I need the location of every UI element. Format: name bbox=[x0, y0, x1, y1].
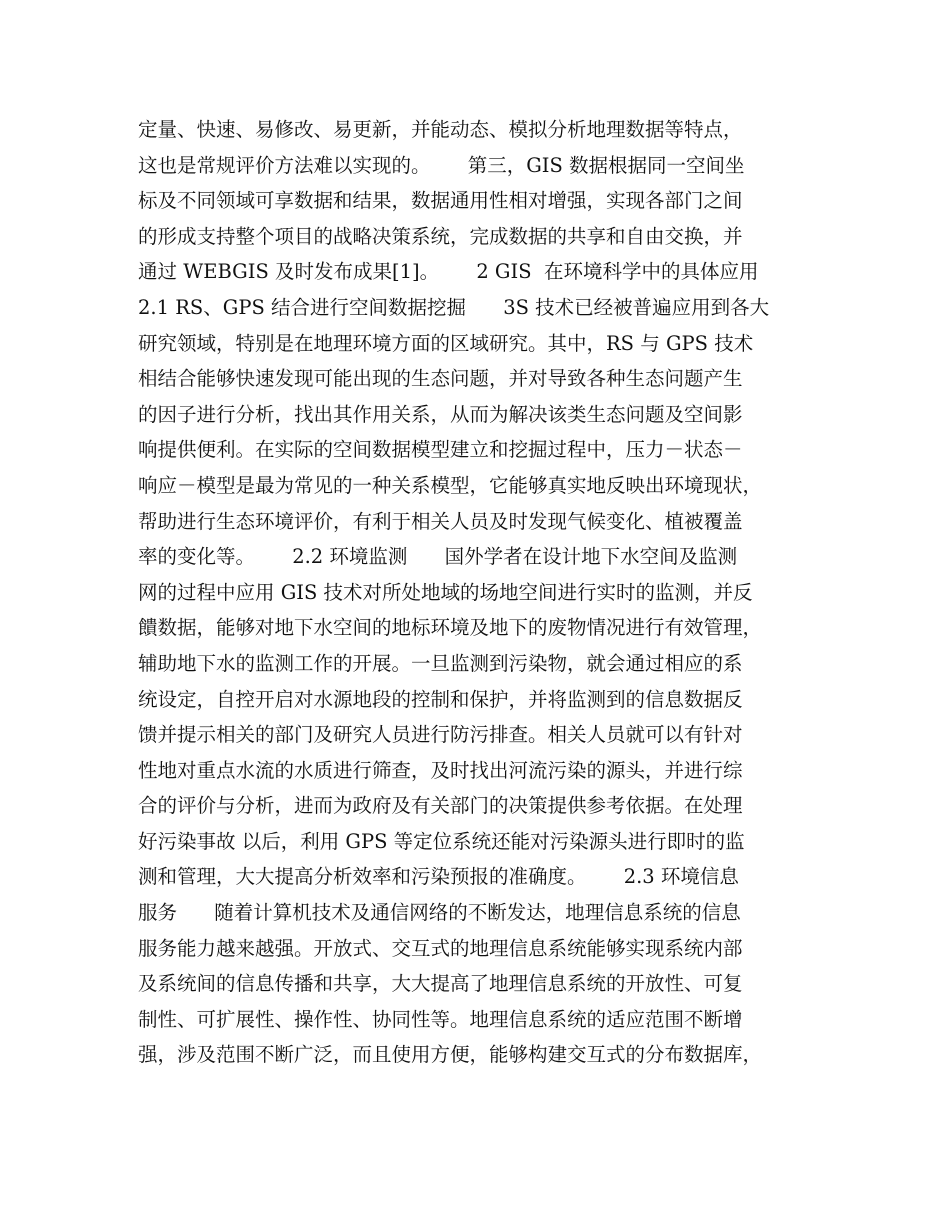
text-line: 响应－模型是最为常见的一种关系模型，它能够真实地反映出环境现状， bbox=[138, 473, 763, 497]
text-line: 研究领域，特别是在地理环境方面的区域研究。其中，RS 与 GPS 技术 bbox=[138, 331, 754, 355]
text-line: 测和管理，大大提高分析效率和污染预报的准确度。 2.3 环境信息 bbox=[138, 865, 739, 889]
text-line: 服务 随着计算机技术及通信网络的不断发达，地理信息系统的信息 bbox=[138, 901, 741, 925]
text-line: 的因子进行分析，找出其作用关系，从而为解决该类生态问题及空间影 bbox=[138, 402, 743, 426]
text-line: 相结合能够快速发现可能出现的生态问题，并对导致各种生态问题产生 bbox=[138, 367, 743, 391]
text-line: 这也是常规评价方法难以实现的。 第三，GIS 数据根据同一空间坐 bbox=[138, 153, 745, 177]
text-line: 的形成支持整个项目的战略决策系统，完成数据的共享和自由交换，并 bbox=[138, 224, 743, 248]
text-line: 标及不同领域可享数据和结果，数据通用性相对增强，实现各部门之间 bbox=[138, 189, 743, 213]
text-line: 服务能力越来越强。开放式、交互式的地理信息系统能够实现系统内部 bbox=[138, 936, 743, 960]
text-line: 性地对重点水流的水质进行筛查，及时找出河流污染的源头，并进行综 bbox=[138, 758, 743, 782]
text-line: 统设定，自控开启对水源地段的控制和保护，并将监测到的信息数据反 bbox=[138, 687, 743, 711]
text-line: 帮助进行生态环境评价，有利于相关人员及时发现气候变化、植被覆盖 bbox=[138, 509, 743, 533]
text-line: 辅助地下水的监测工作的开展。一旦监测到污染物，就会通过相应的系 bbox=[138, 651, 743, 675]
text-line: 制性、可扩展性、操作性、协同性等。地理信息系统的适应范围不断增 bbox=[138, 1007, 743, 1031]
text-line: 合的评价与分析，进而为政府及有关部门的决策提供参考依据。在处理 bbox=[138, 794, 743, 818]
text-line: 率的变化等。 2.2 环境监测 国外学者在设计地下水空间及监测 bbox=[138, 545, 738, 569]
text-line: 2.1 RS、GPS 结合进行空间数据挖掘 3S 技术已经被普遍应用到各大 bbox=[138, 295, 770, 319]
text-line: 馈并提示相关的部门及研究人员进行防污排查。相关人员就可以有针对 bbox=[138, 723, 743, 747]
text-line: 强，涉及范围不断广泛，而且使用方便，能够构建交互式的分布数据库， bbox=[138, 1043, 763, 1067]
text-line: 通过 WEBGIS 及时发布成果[1]。 2 GIS 在环境科学中的具体应用 bbox=[138, 260, 759, 284]
text-line: 及系统间的信息传播和共享，大大提高了地理信息系统的开放性、可复 bbox=[138, 972, 743, 996]
text-line: 定量、快速、易修改、易更新，并能动态、模拟分析地理数据等特点， bbox=[138, 118, 743, 141]
text-line: 响提供便利。在实际的空间数据模型建立和挖掘过程中，压力－状态－ bbox=[138, 438, 743, 462]
text-line: 网的过程中应用 GIS 技术对所处地域的场地空间进行实时的监测，并反 bbox=[138, 580, 753, 604]
text-line: 好污染事故 以后，利用 GPS 等定位系统还能对污染源头进行即时的监 bbox=[138, 829, 745, 853]
text-line: 饋数据，能够对地下水空间的地标环境及地下的废物情况进行有效管理， bbox=[138, 616, 763, 640]
body-text bbox=[138, 112, 828, 1073]
